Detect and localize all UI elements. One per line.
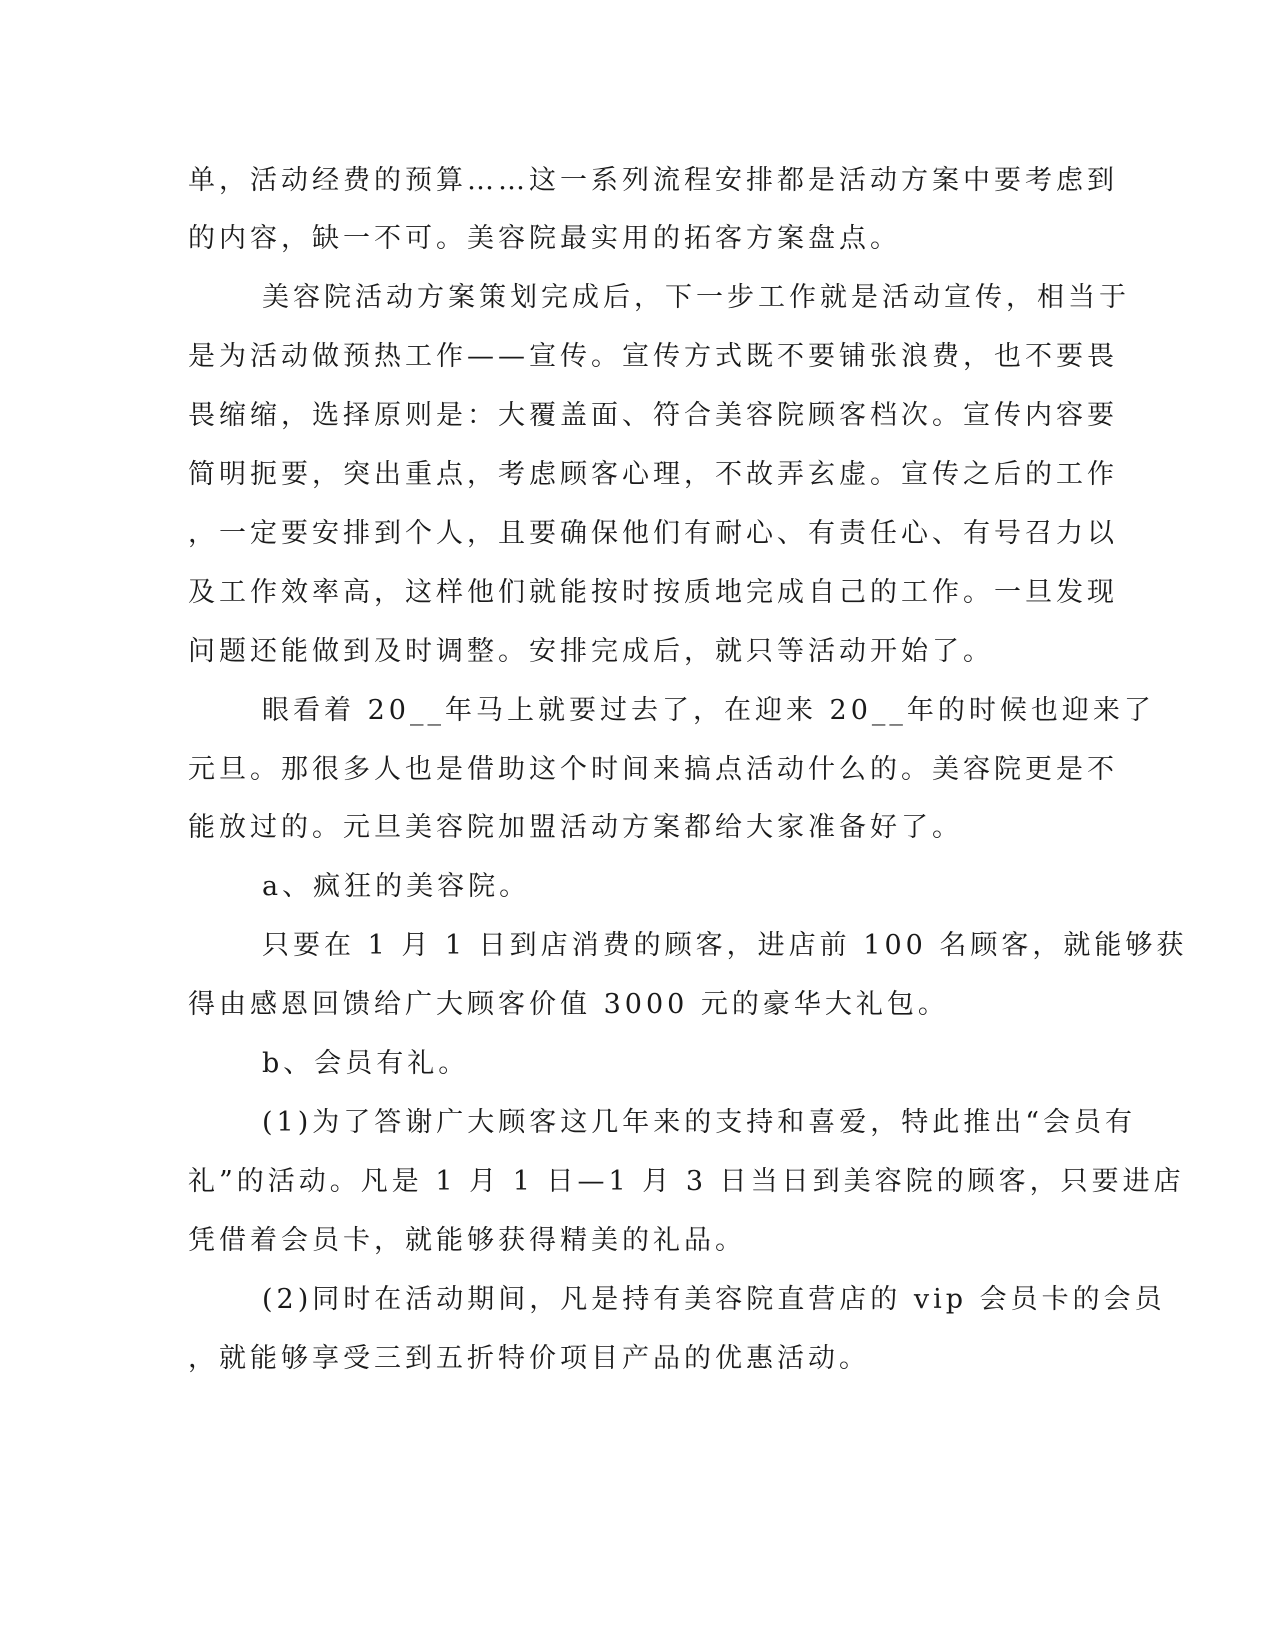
text-line: 礼”的活动。凡是 1 月 1 日—1 月 3 日当日到美容院的顾客，只要进店 (188, 1166, 1185, 1197)
text-line: 单，活动经费的预算……这一系列流程安排都是活动方案中要考虑到 (188, 165, 1118, 196)
text-line: 得由感恩回馈给广大顾客价值 3000 元的豪华大礼包。 (188, 989, 949, 1020)
text-line: 是为活动做预热工作——宣传。宣传方式既不要铺张浪费，也不要畏 (188, 341, 1118, 372)
text-line: 元旦。那很多人也是借助这个时间来搞点活动什么的。美容院更是不 (188, 754, 1118, 785)
text-line: ，就能够享受三到五折特价项目产品的优惠活动。 (188, 1343, 870, 1374)
text-line: 畏缩缩，选择原则是：大覆盖面、符合美容院顾客档次。宣传内容要 (188, 400, 1118, 431)
text-line: a、疯狂的美容院。 (262, 871, 531, 902)
text-line: 能放过的。元旦美容院加盟活动方案都给大家准备好了。 (188, 812, 963, 843)
text-line: 的内容，缺一不可。美容院最实用的拓客方案盘点。 (188, 223, 901, 254)
text-line: 简明扼要，突出重点，考虑顾客心理，不故弄玄虚。宣传之后的工作 (188, 459, 1118, 490)
text-line: ，一定要安排到个人，且要确保他们有耐心、有责任心、有号召力以 (188, 518, 1118, 549)
text-line: 凭借着会员卡，就能够获得精美的礼品。 (188, 1225, 746, 1256)
text-line: 美容院活动方案策划完成后，下一步工作就是活动宣传，相当于 (262, 282, 1130, 313)
text-line: b、会员有礼。 (262, 1048, 470, 1079)
text-line: 眼看着 20__年马上就要过去了，在迎来 20__年的时候也迎来了 (262, 695, 1155, 726)
text-line: (1)为了答谢广大顾客这几年来的支持和喜爱，特此推出“会员有 (262, 1107, 1137, 1138)
text-line: (2)同时在活动期间，凡是持有美容院直营店的 vip 会员卡的会员 (262, 1284, 1166, 1315)
text-line: 问题还能做到及时调整。安排完成后，就只等活动开始了。 (188, 636, 994, 667)
text-line: 及工作效率高，这样他们就能按时按质地完成自己的工作。一旦发现 (188, 577, 1118, 608)
text-line: 只要在 1 月 1 日到店消费的顾客，进店前 100 名顾客，就能够获 (262, 930, 1188, 961)
